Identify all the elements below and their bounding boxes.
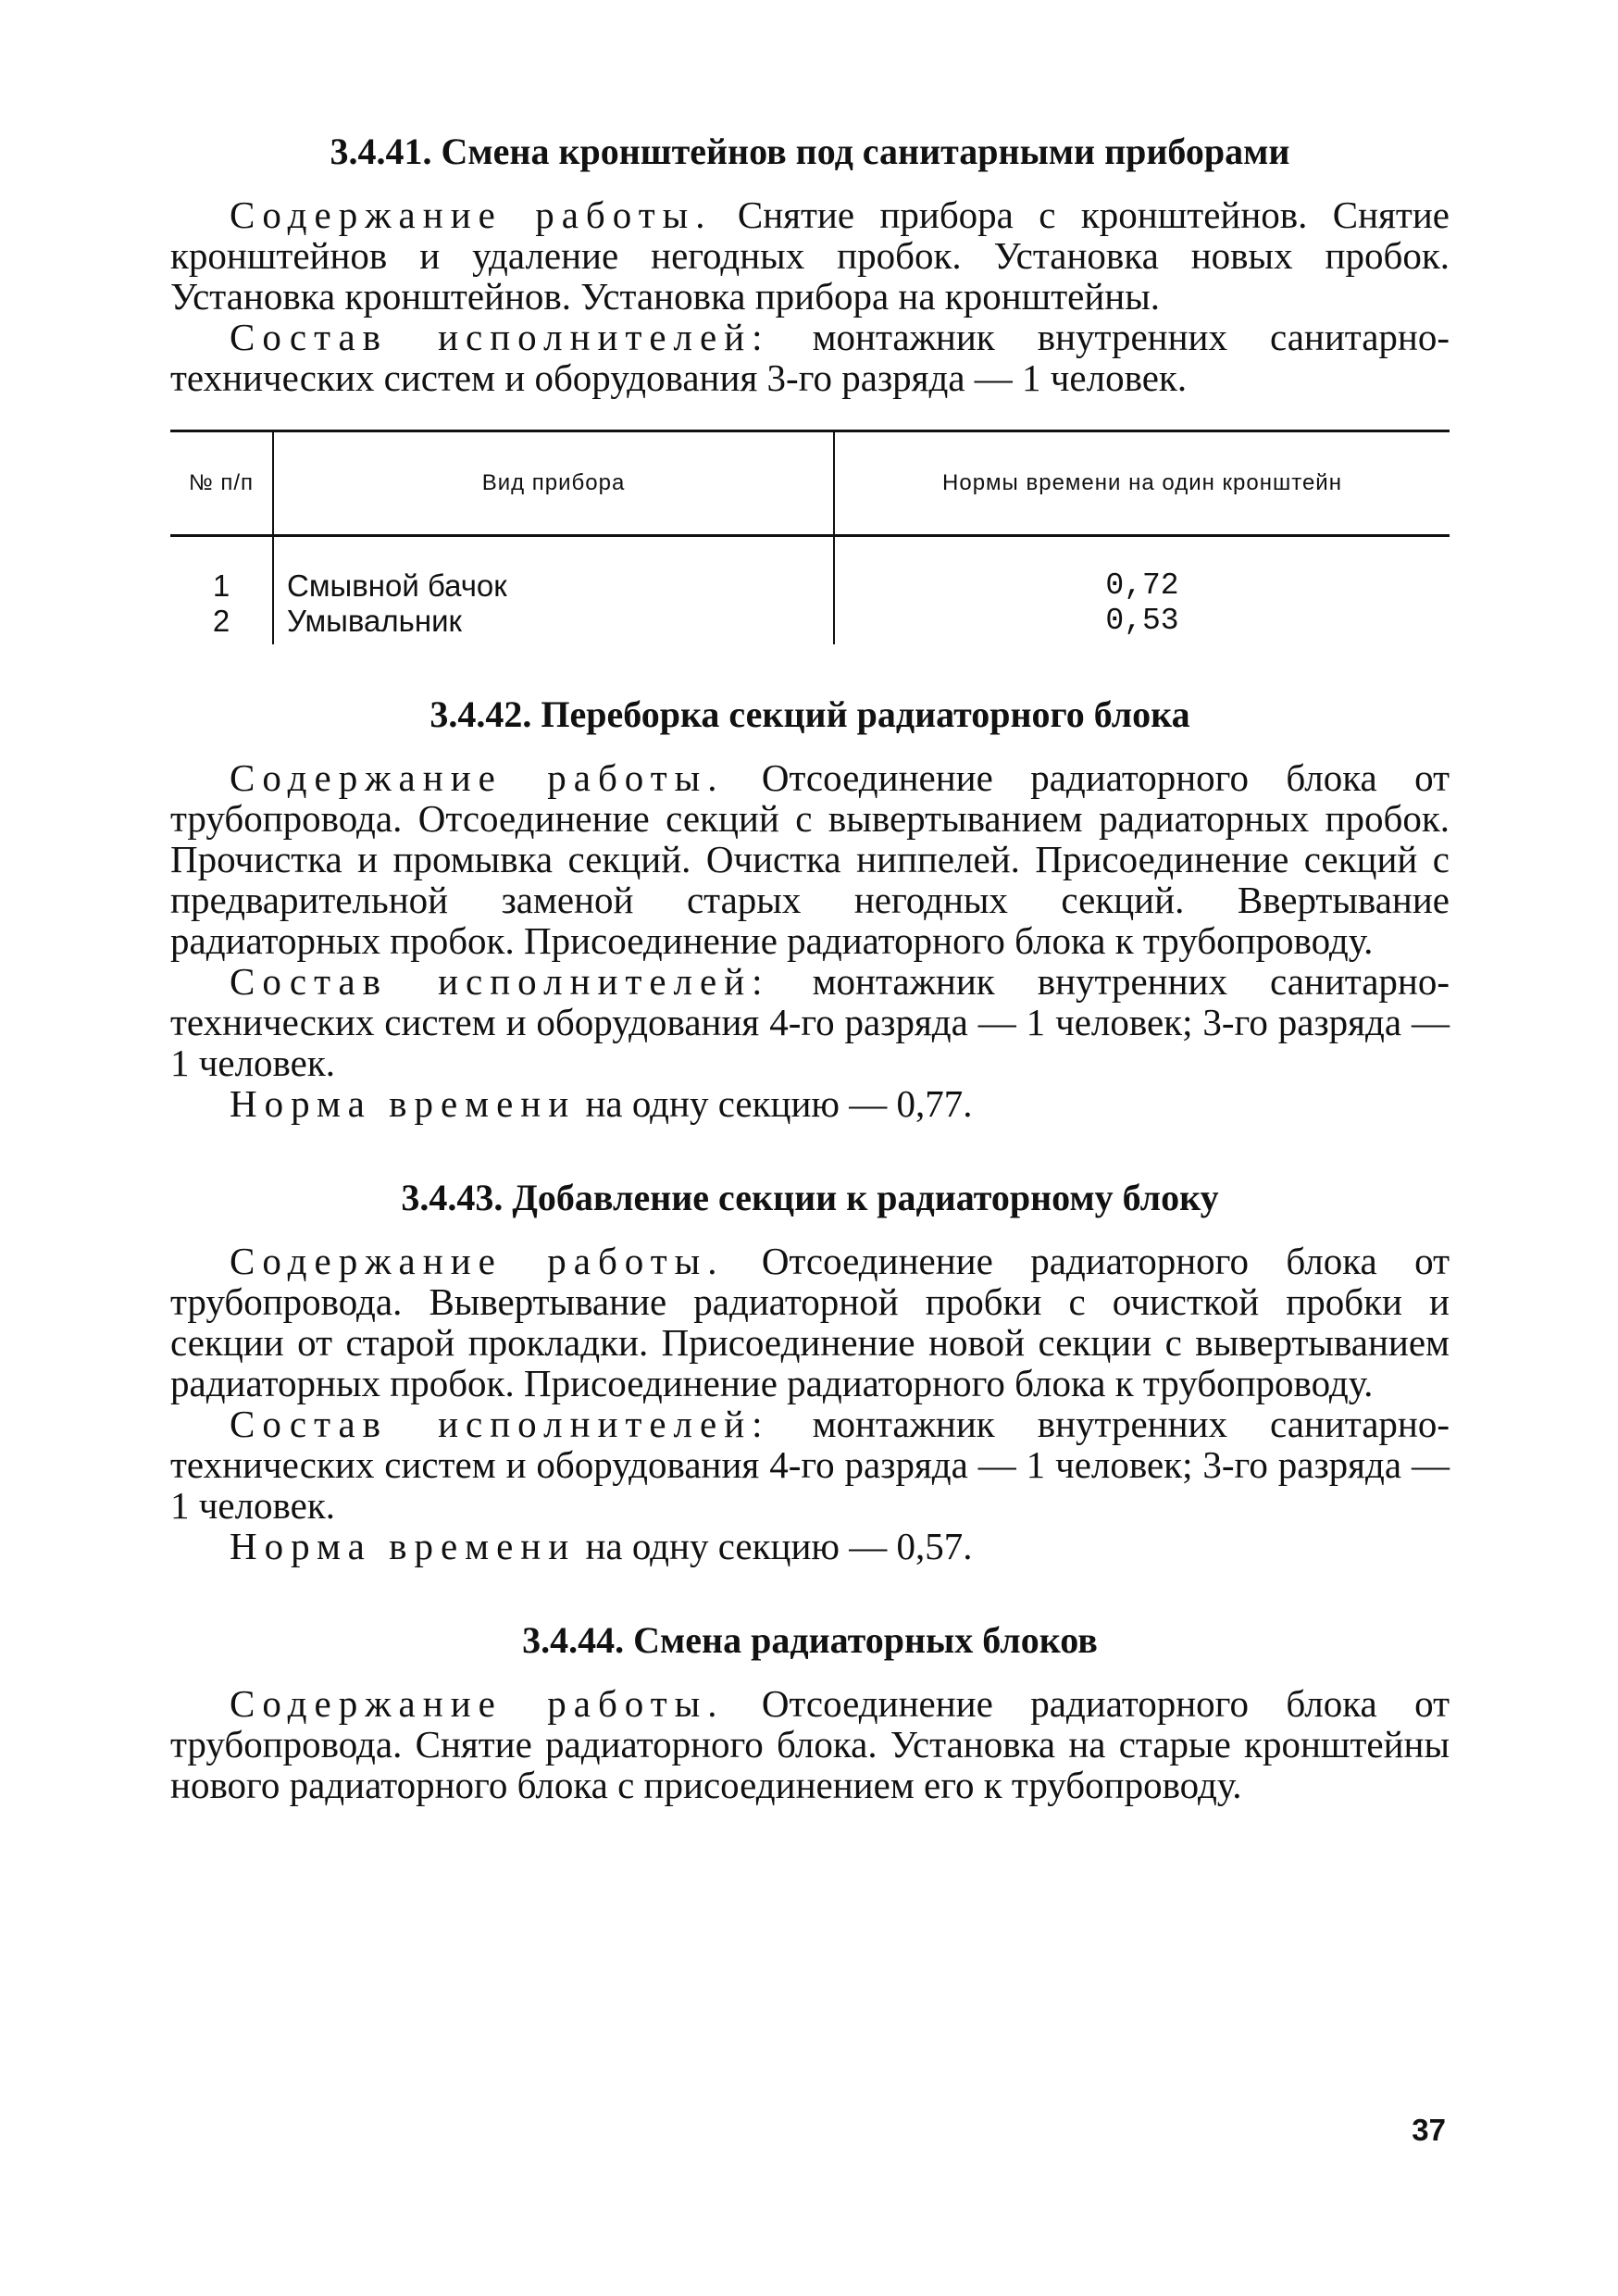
crew-label: Состав исполнителей: — [230, 960, 770, 1003]
work-content-label: Содержание работы. — [230, 1240, 725, 1282]
header-device-type: Вид прибора — [273, 431, 834, 536]
work-content-paragraph — [170, 194, 1450, 317]
page-content — [170, 130, 1450, 1805]
section-spacer — [170, 644, 1450, 693]
crew-paragraph — [170, 1404, 1450, 1526]
crew-paragraph — [170, 317, 1450, 398]
header-number: № п/п — [188, 470, 255, 495]
section-3-4-44 — [170, 1618, 1450, 1805]
section-3-4-43 — [170, 1176, 1450, 1566]
section-title: 3.4.43. Добавление секции к радиаторному блоку — [401, 1177, 1219, 1218]
row-time-norm: 0,72 — [834, 536, 1450, 605]
section-spacer — [170, 1124, 1450, 1176]
section-title: 3.4.42. Переборка секций радиаторного блока — [429, 693, 1190, 735]
work-content-label: Содержание работы. — [230, 193, 713, 236]
header-time-norm: Нормы времени на один кронштейн — [834, 431, 1450, 536]
norm-label: Норма времени — [230, 1082, 577, 1125]
row-device-type: Умывальник — [273, 604, 834, 644]
section-3-4-41 — [170, 130, 1450, 644]
row-number: 2 — [212, 604, 230, 638]
norm-label: Норма времени — [230, 1525, 577, 1567]
table-row — [170, 604, 1450, 644]
norm-paragraph — [170, 1526, 1450, 1566]
row-device-type: Смывной бачок — [273, 536, 834, 605]
section-spacer — [170, 1566, 1450, 1618]
work-content-paragraph — [170, 1241, 1450, 1404]
crew-label: Состав исполнителей: — [230, 1403, 770, 1445]
table-row — [170, 536, 1450, 605]
work-content-label: Содержание работы. — [230, 1682, 725, 1725]
section-3-4-42 — [170, 693, 1450, 1124]
work-content-text: Отсоединение радиаторного блока от трубопровода. Отсоединение секций с вывертыванием радиаторных пробок. Прочистка и промывка секций. Очистка ниппелей. Присоединение секций с предварительной заменой старых негодных секций. Ввертывание радиаторных пробок. Присоединение радиаторного блока к трубопроводу. — [170, 756, 1450, 962]
section-title: 3.4.44. Смена радиаторных блоков — [522, 1619, 1098, 1661]
work-content-paragraph — [170, 1683, 1450, 1805]
work-content-text: Снятие прибора с кронштейнов. Снятие кронштейнов и удаление негодных пробок. Установка новых пробок. Установка кронштейнов. Установка прибора на кронштейны. — [170, 193, 1450, 318]
crew-paragraph — [170, 961, 1450, 1083]
crew-label: Состав исполнителей: — [230, 316, 770, 358]
table-header-row — [170, 431, 1450, 536]
norm-text: на одну секцию — 0,57. — [585, 1525, 973, 1567]
row-number: 1 — [212, 568, 230, 603]
norm-text: на одну секцию — 0,77. — [585, 1082, 973, 1125]
work-content-text: Отсоединение радиаторного блока от трубопровода. Вывертывание радиаторной пробки с очисткой пробки и секции от старой прокладки. Присоединение новой секции с вывертыванием радиаторных пробок. Присоединение радиаторного блока к трубопроводу. — [170, 1240, 1450, 1404]
section-title: 3.4.41. Смена кронштейнов под санитарными приборами — [330, 131, 1290, 172]
work-content-text: Отсоединение радиаторного блока от трубопровода. Снятие радиаторного блока. Установка на старые кронштейны нового радиаторного блока с присоединением его к трубопроводу. — [170, 1682, 1450, 1806]
crew-text: монтажник внутренних санитарно-технических систем и оборудования 3-го разряда — 1 человек. — [170, 316, 1450, 399]
work-content-label: Содержание работы. — [230, 756, 725, 799]
norm-paragraph — [170, 1083, 1450, 1124]
norms-table — [170, 430, 1450, 644]
crew-text: монтажник внутренних санитарно-технических систем и оборудования 4-го разряда — 1 человек; 3-го разряда — 1 человек. — [170, 1403, 1450, 1527]
row-time-norm: 0,53 — [834, 604, 1450, 644]
crew-text: монтажник внутренних санитарно-технических систем и оборудования 4-го разряда — 1 человек; 3-го разряда — 1 человек. — [170, 960, 1450, 1084]
work-content-paragraph — [170, 757, 1450, 961]
page-number: 37 — [1412, 2113, 1446, 2147]
